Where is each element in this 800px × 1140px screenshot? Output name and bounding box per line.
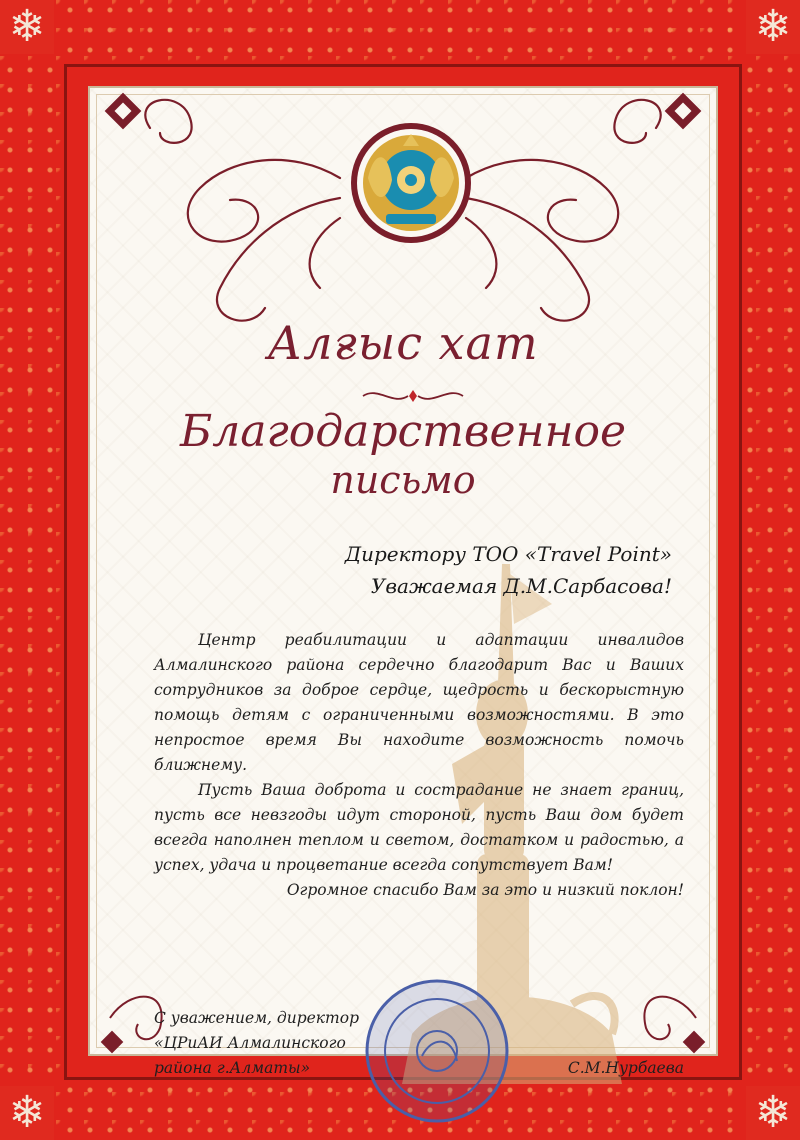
letter-body [154, 628, 684, 903]
letter-title-russian: Благодарственное [179, 406, 627, 457]
snowflake-ornament-icon: ❄ [0, 0, 54, 54]
signature-line: района г.Алматы» [154, 1059, 311, 1077]
snowflake-ornament-icon: ❄ [746, 0, 800, 54]
kazakhstan-emblem-icon [348, 120, 474, 246]
letter-title-russian-2: письмо [330, 458, 476, 502]
letter-title-kazakh: Алғыс хат [267, 316, 539, 370]
signature-block [154, 1006, 684, 1081]
title-divider-ornament [353, 384, 473, 408]
body-paragraph: Центр реабилитации и адаптации инвалидов Алмалинского района сердечно благодарит Вас и Ваших сотрудников за доброе сердце, щедрость и бескорыстную помощь детям с ограниченными возможностями. В это непростое время Вы находите возможность помочь ближнему. [154, 631, 684, 774]
snowflake-ornament-icon: ❄ [0, 1086, 54, 1140]
salutation-line: Уважаемая Д.М.Сарбасова! [370, 574, 672, 598]
body-paragraph: Пусть Ваша доброта и сострадание не знает границ, пусть все невзгоды идут стороной, пусть Ваш дом будет всегда наполнен теплом и светом, достатком и радостью, а успех, удача и процветание всегда сопутствует Вам! [154, 781, 684, 874]
addressee-line: Директору ТОО «Travel Point» [344, 542, 672, 566]
signature-line: «ЦРиАИ Алмалинского [154, 1034, 346, 1052]
body-paragraph: Огромное спасибо Вам за это и низкий поклон! [286, 881, 684, 899]
signature-line: С уважением, директор [154, 1009, 360, 1027]
signatory-name: С.М.Нурбаева [567, 1059, 684, 1077]
addressee [345, 538, 672, 602]
snowflake-ornament-icon: ❄ [746, 1086, 800, 1140]
letter-sheet [88, 86, 718, 1077]
